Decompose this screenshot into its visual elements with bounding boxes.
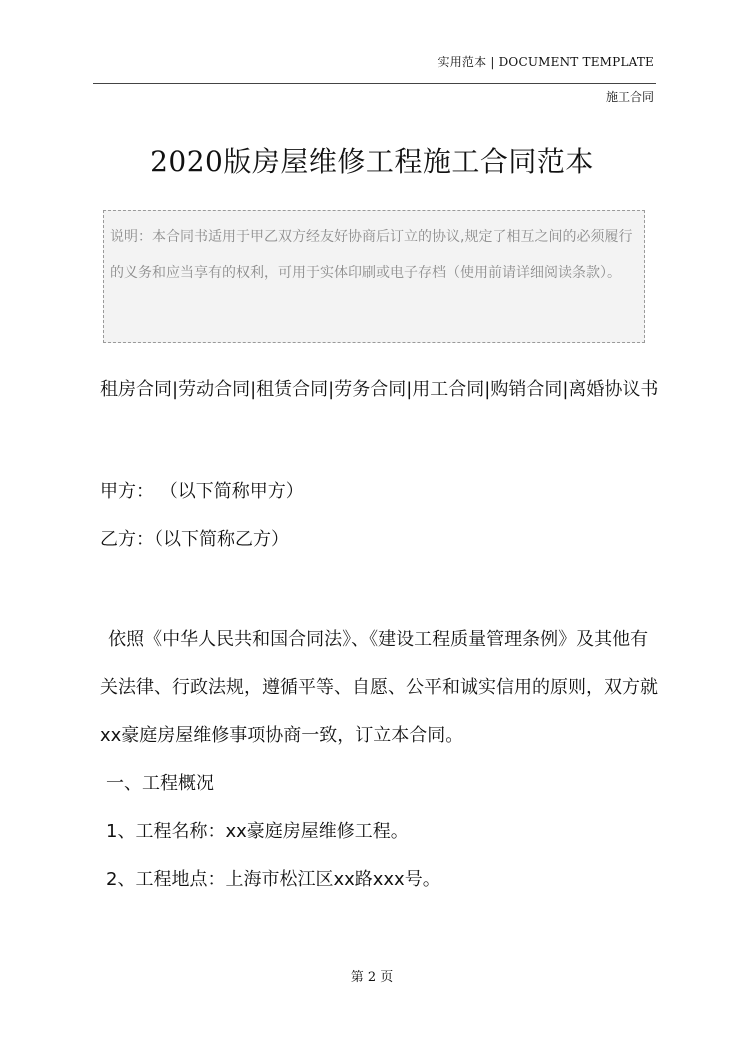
header-brand: 实用范本 | DOCUMENT TEMPLATE: [437, 55, 654, 69]
header-category: 施工合同: [605, 90, 654, 104]
project-name: 1、工程名称：xx豪庭房屋维修工程。: [106, 821, 409, 842]
party-a: 甲方： （以下简称甲方）: [100, 481, 304, 502]
party-b: 乙方：（以下简称乙方）: [100, 529, 289, 550]
project-location: 2、工程地点：上海市松江区xx路xxx号。: [106, 869, 441, 890]
header-divider: [93, 83, 656, 84]
note-box: [103, 210, 645, 343]
document-title: 2020版房屋维修工程施工合同范本: [150, 145, 594, 178]
page-number: 第 2 页: [350, 970, 394, 985]
preamble-paragraph: 依照《中华人民共和国合同法》、《建设工程质量管理条例》及其他有关法律、行政法规，遵循平等、自愿、公平和诚实信用的原则，双方就xx豪庭房屋维修事项协商一致，订立本合同。: [100, 629, 658, 746]
section-heading: 一、工程概况: [106, 773, 214, 794]
contract-types-line: 租房合同|劳动合同|租赁合同|劳务合同|用工合同|购销合同|离婚协议书: [100, 379, 659, 400]
note-text: 说明：本合同书适用于甲乙双方经友好协商后订立的协议,规定了相互之间的必须履行的义务和应当享有的权利，可用于实体印刷或电子存档（使用前请详细阅读条款）。: [110, 229, 633, 281]
